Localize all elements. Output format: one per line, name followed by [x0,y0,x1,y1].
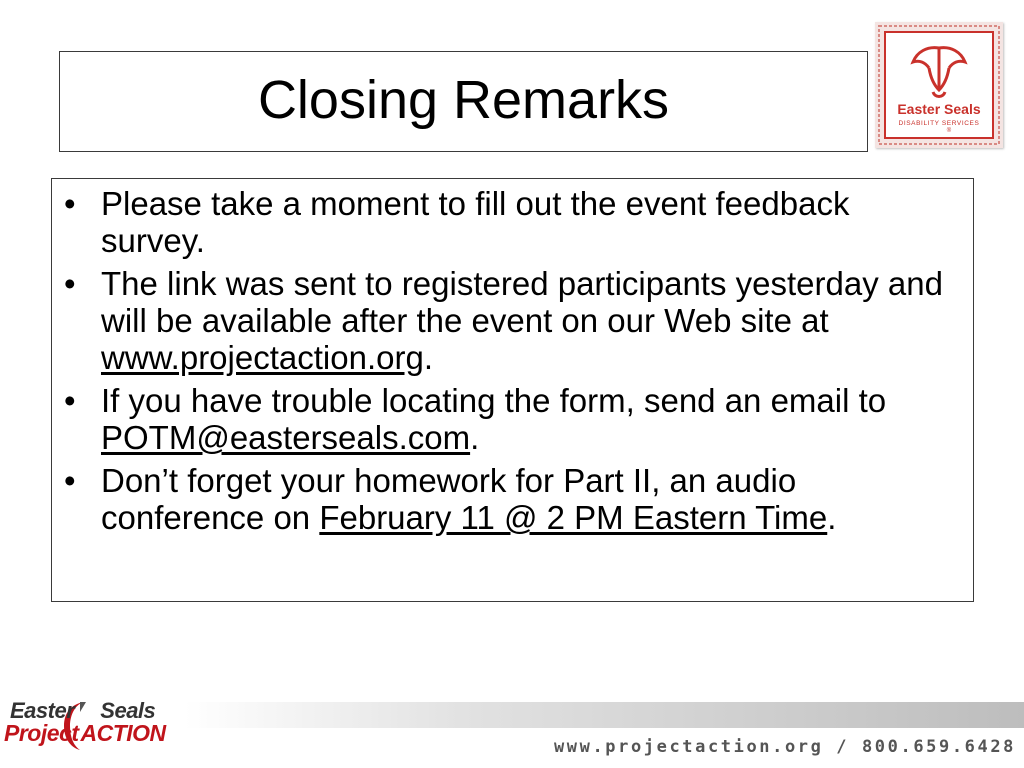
project-action-logo [4,698,166,754]
bullet-item [52,462,953,536]
bullet-text: Don’t forget your homework for Part II, an audio conference on [101,462,797,536]
slide-title: Closing Remarks [257,69,670,130]
bullet-text: Please take a moment to fill out the event feedback survey. [101,185,850,259]
stamp-logo-line1: Easter Seals [897,101,981,117]
website-link[interactable]: www.projectaction.org [101,339,424,376]
content-box [51,178,974,602]
bullet-item [52,265,953,376]
footer-logo-easter: Easter [10,698,75,723]
bullet-text: If you have trouble locating the form, send an email to [101,382,887,419]
bullet-glyph: • [64,185,76,222]
bullet-text: The link was sent to registered participants yesterday and will be available after the event on our Web site at [101,265,943,339]
bullet-glyph: • [64,382,76,419]
bullet-punct: . [470,419,480,456]
bullet-glyph: • [64,462,76,499]
stamp-logo-mark: ® [946,128,952,134]
easter-seals-logo [875,22,1003,148]
stamp-logo-line2: DISABILITY SERVICES [898,120,980,127]
bullet-item [52,382,953,456]
bullet-punct: . [423,339,433,376]
email-link[interactable]: POTM@easterseals.com [101,419,471,456]
bullet-punct: . [827,499,837,536]
bullet-item [52,185,953,259]
title-box [59,51,868,152]
lily-logo-icon [875,22,1003,148]
footer-logo-action: ACTION [80,720,166,746]
bullet-glyph: • [64,265,76,302]
footer-logo-project: Project [4,720,79,746]
footer-logo-seals: Seals [100,698,156,723]
date-link[interactable]: February 11 @ 2 PM Eastern Time [319,499,828,536]
bullet-list [52,185,953,536]
footer-contact: www.projectaction.org / 800.659.6428 [553,737,1016,757]
